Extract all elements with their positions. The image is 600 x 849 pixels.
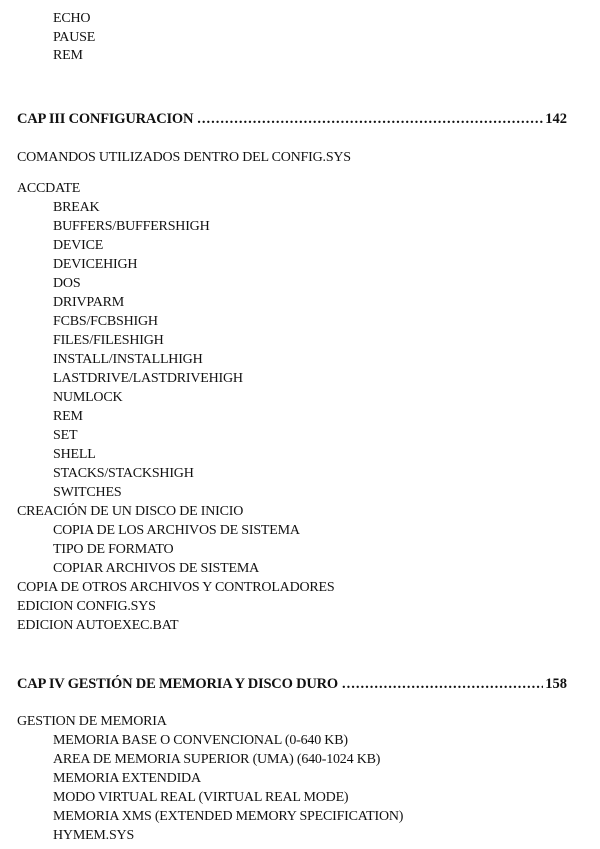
chapter-heading: [17, 111, 567, 128]
dot-leader: [197, 111, 543, 128]
toc-item: ECHO: [53, 11, 91, 26]
toc-item: SHELL: [53, 447, 96, 462]
toc-item: PAUSE: [53, 30, 96, 45]
section-heading: CREACIÓN DE UN DISCO DE INICIO: [17, 504, 244, 519]
section-heading: GESTION DE MEMORIA: [17, 714, 167, 729]
toc-item: FILES/FILESHIGH: [53, 333, 164, 348]
toc-item: DEVICE: [53, 238, 104, 253]
toc-item: MEMORIA EXTENDIDA: [53, 771, 201, 786]
toc-item: HYMEM.SYS: [53, 828, 135, 843]
toc-item: TIPO DE FORMATO: [53, 542, 174, 557]
toc-item: BUFFERS/BUFFERSHIGH: [53, 219, 210, 234]
toc-item: BREAK: [53, 200, 100, 215]
chapter-title: CAP IV GESTIÓN DE MEMORIA Y DISCO DURO: [17, 676, 338, 692]
chapter-title: CAP III CONFIGURACION: [17, 111, 194, 127]
chapter-heading: [17, 676, 567, 693]
toc-item: SWITCHES: [53, 485, 122, 500]
toc-item: MEMORIA XMS (EXTENDED MEMORY SPECIFICATION): [53, 809, 404, 824]
toc-item: REM: [53, 48, 83, 63]
section-heading: COMANDOS UTILIZADOS DENTRO DEL CONFIG.SYS: [17, 150, 351, 165]
toc-item: REM: [53, 409, 83, 424]
toc-item: MODO VIRTUAL REAL (VIRTUAL REAL MODE): [53, 790, 349, 805]
toc-item: MEMORIA BASE O CONVENCIONAL (0-640 KB): [53, 733, 348, 748]
toc-item: INSTALL/INSTALLHIGH: [53, 352, 203, 367]
section-heading: EDICION CONFIG.SYS: [17, 599, 156, 614]
dot-leader: [342, 676, 543, 693]
toc-item: DRIVPARM: [53, 295, 125, 310]
toc-item: COPIAR ARCHIVOS DE SISTEMA: [53, 561, 259, 576]
section-heading: ACCDATE: [17, 181, 81, 196]
toc-item: AREA DE MEMORIA SUPERIOR (UMA) (640-1024 KB): [53, 752, 381, 767]
toc-item: DEVICEHIGH: [53, 257, 138, 272]
toc-item: NUMLOCK: [53, 390, 123, 405]
chapter-page-number: 142: [545, 111, 567, 127]
toc-item: SET: [53, 428, 78, 443]
toc-item: FCBS/FCBSHIGH: [53, 314, 158, 329]
toc-item: LASTDRIVE/LASTDRIVEHIGH: [53, 371, 243, 386]
chapter-page-number: 158: [545, 676, 567, 692]
toc-item: COPIA DE LOS ARCHIVOS DE SISTEMA: [53, 523, 300, 538]
section-heading: EDICION AUTOEXEC.BAT: [17, 618, 179, 633]
toc-item: STACKS/STACKSHIGH: [53, 466, 194, 481]
section-heading: COPIA DE OTROS ARCHIVOS Y CONTROLADORES: [17, 580, 335, 595]
toc-item: DOS: [53, 276, 81, 291]
